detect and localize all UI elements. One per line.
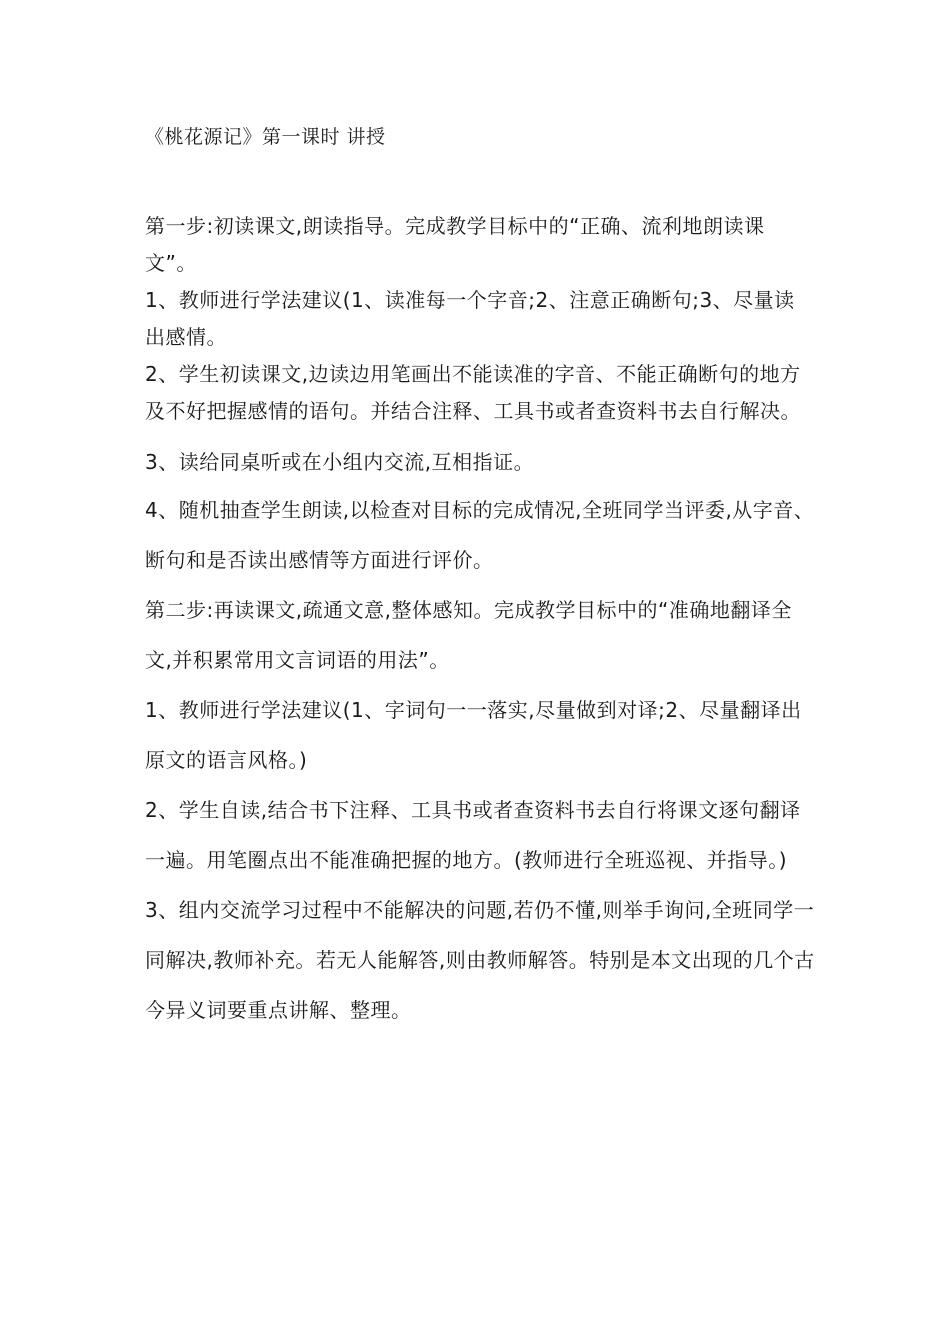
- step-two-item-1: 1、教师进行学法建议(1、字词句一一落实,尽量做到对译;2、尽量翻译出原文的语言风格。): [145, 698, 802, 772]
- step-one-item-3: 3、读给同桌听或在小组内交流,互相指证。: [145, 450, 535, 474]
- document-title: 《桃花源记》第一课时 讲授: [145, 126, 386, 148]
- step-two-heading: 第二步:再读课文,疏通文意,整体感知。完成教学目标中的“准确地翻译全文,并积累常用文言词语的用法”。: [145, 598, 792, 672]
- step-two-item-2: 2、学生自读,结合书下注释、工具书或者查资料书去自行将课文逐句翻译一遍。用笔圈点出不能准确把握的地方。(教师进行全班巡视、并指导。): [145, 798, 801, 872]
- step-two-item-3: 3、组内交流学习过程中不能解决的问题,若仍不懂,则举手询问,全班同学一同解决,教师补充。若无人能解答,则由教师解答。特别是本文出现的几个古今异义词要重点讲解、整理。: [145, 898, 815, 1022]
- step-one-item-4: 4、随机抽查学生朗读,以检查对目标的完成情况,全班同学当评委,从字音、断句和是否读出感情等方面进行评价。: [145, 498, 815, 572]
- step-one-heading: 第一步:初读课文,朗读指导。完成教学目标中的“正确、流利地朗读课文”。: [145, 214, 765, 275]
- step-one-item-1: 1、教师进行学法建议(1、读准每一个字音;2、注意正确断句;3、尽量读出感情。: [145, 288, 795, 349]
- document-body: [145, 122, 815, 1035]
- step-one-item-2: 2、学生初读课文,边读边用笔画出不能读准的字音、不能正确断句的地方及不好把握感情的语句。并结合注释、工具书或者查资料书去自行解决。: [145, 362, 801, 423]
